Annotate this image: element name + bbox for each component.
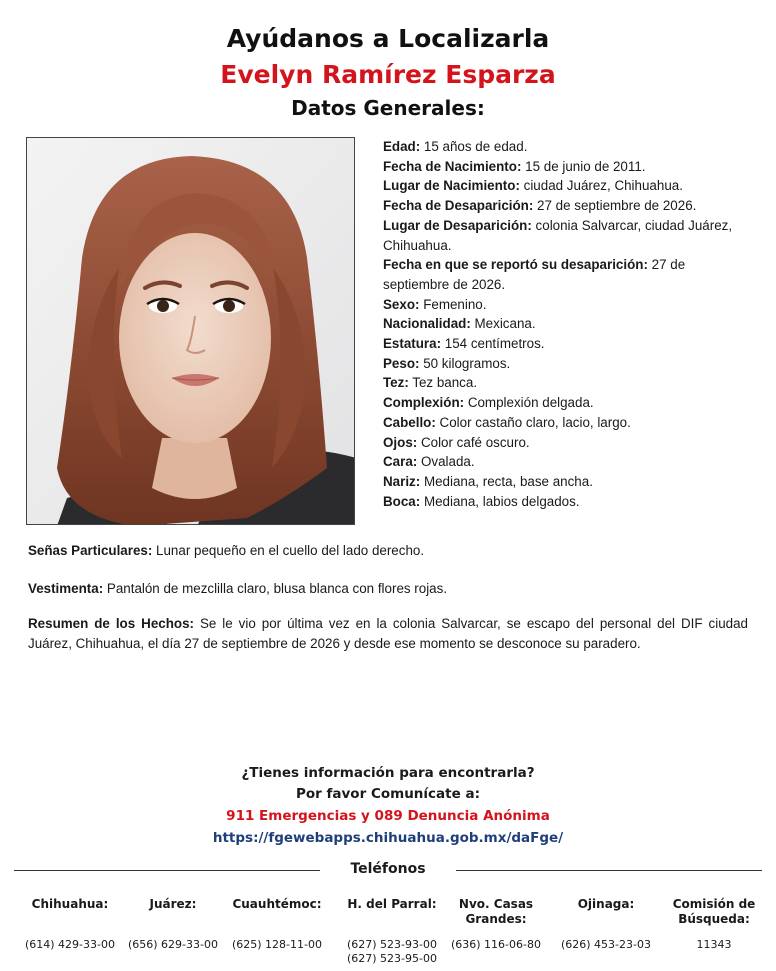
detail-label: Cara: [383, 454, 418, 470]
detail-value: 15 años de edad. [420, 139, 528, 154]
detail-row [383, 157, 753, 177]
phone-city: Nvo. Casas Grandes: [458, 897, 534, 926]
phone-city: Cuauhtémoc: [232, 897, 322, 911]
missing-person-name: Evelyn Ramírez Esparza [220, 60, 556, 89]
phone-city: Comisión de Búsqueda: [672, 897, 756, 926]
phone-city: Chihuahua: [31, 897, 109, 911]
detail-row [383, 334, 753, 354]
detail-row [383, 492, 753, 512]
detail-row [383, 314, 753, 334]
detail-label: Nariz: [383, 473, 421, 489]
detail-row [383, 433, 753, 453]
detail-label: Peso: [383, 355, 420, 371]
detail-value: Mediana, recta, base ancha. [420, 473, 593, 489]
detail-value: 50 kilogramos. [419, 355, 511, 371]
detail-label: Cabello: [383, 414, 436, 430]
detail-value: Color café oscuro. [417, 434, 530, 450]
detail-value: Color castaño claro, lacio, largo. [435, 414, 631, 430]
detail-row [383, 295, 753, 315]
detail-label: Edad: [383, 139, 421, 154]
detail-label: Lugar de Desaparición: [383, 217, 532, 233]
detail-value: Femenino. [419, 296, 487, 312]
detail-row [383, 216, 753, 255]
clothing [28, 579, 748, 598]
phone-city: H. del Parral: [347, 897, 437, 911]
detail-value: 27 de septiembre de 2026. [533, 198, 697, 214]
poster-title: Ayúdanos a Localizarla [226, 24, 550, 53]
detail-value: 27 de septiembre de 2026. [383, 257, 686, 292]
detail-value: ciudad Juárez, Chihuahua. [519, 178, 683, 194]
detail-label: Fecha de Desaparición: [383, 198, 534, 214]
detail-label: Estatura: [383, 336, 442, 352]
phone-number: (636) 116-06-80 [450, 938, 541, 951]
report-link[interactable]: https://fgewebapps.chihuahua.gob.mx/daFge/ [212, 830, 564, 846]
detail-row [383, 196, 753, 216]
detail-label: Ojos: [383, 434, 418, 450]
phone-number: (656) 629-33-00 [127, 938, 218, 951]
phone-number: (625) 128-11-00 [231, 938, 322, 951]
general-data-heading: Datos Generales: [291, 96, 485, 120]
detail-label: Complexión: [383, 395, 465, 411]
emergency-numbers: 911 Emergencias y 089 Denuncia Anónima [226, 808, 550, 824]
phone-number: 11343 [696, 938, 732, 951]
phones-header [14, 860, 762, 882]
detail-row [383, 472, 753, 492]
missing-person-photo [26, 137, 355, 525]
phones-title: Teléfonos [350, 861, 426, 877]
phone-city: Ojinaga: [577, 897, 635, 911]
detail-row [383, 255, 753, 294]
detail-value: Mexicana. [470, 316, 536, 332]
section-value: Se le vio por última vez en la colonia Salvarcar, se escapo del personal del DIF ciudad Juárez, Chihuahua, el día 27 de septiembre de 2026 y desde ese momento se desconoce su paradero. [28, 616, 748, 651]
detail-value: 15 de junio de 2011. [521, 158, 646, 174]
detail-row [383, 373, 753, 393]
detail-label: Sexo: [383, 296, 420, 312]
phone-number: (614) 429-33-00 [24, 938, 115, 951]
detail-label: Tez: [383, 375, 409, 391]
detail-row [383, 137, 753, 157]
detail-row [383, 354, 753, 374]
phone-number: (626) 453-23-03 [560, 938, 651, 951]
detail-row [383, 393, 753, 413]
general-data-list [383, 137, 753, 511]
distinguishing-marks [28, 541, 748, 560]
section-value: Pantalón de mezclilla claro, blusa blanca con flores rojas. [103, 581, 448, 596]
info-question: ¿Tienes información para encontrarla? [241, 765, 535, 781]
detail-label: Boca: [383, 493, 421, 509]
detail-label: Fecha de Nacimiento: [383, 158, 522, 174]
section-label: Vestimenta: [28, 581, 104, 596]
detail-label: Lugar de Nacimiento: [383, 178, 520, 194]
detail-row [383, 452, 753, 472]
detail-label: Fecha en que se reportó su desaparición: [383, 257, 648, 273]
detail-row [383, 413, 753, 433]
detail-value: 154 centímetros. [441, 336, 545, 352]
detail-value: Tez banca. [408, 375, 478, 391]
facts-summary [28, 614, 748, 653]
detail-value: colonia Salvarcar, ciudad Juárez, Chihuahua. [383, 217, 733, 253]
detail-label: Nacionalidad: [383, 316, 471, 332]
detail-value: Complexión delgada. [464, 395, 594, 411]
detail-row [383, 176, 753, 196]
contact-prompt: Por favor Comunícate a: [296, 786, 480, 802]
section-label: Resumen de los Hechos: [28, 616, 194, 631]
section-value: Lunar pequeño en el cuello del lado derecho. [152, 543, 425, 558]
phone-city: Juárez: [149, 897, 197, 911]
section-label: Señas Particulares: [28, 543, 153, 558]
phone-number: (627) 523-93-00 (627) 523-95-00 [346, 938, 437, 965]
detail-value: Mediana, labios delgados. [420, 493, 580, 509]
detail-value: Ovalada. [417, 454, 475, 470]
